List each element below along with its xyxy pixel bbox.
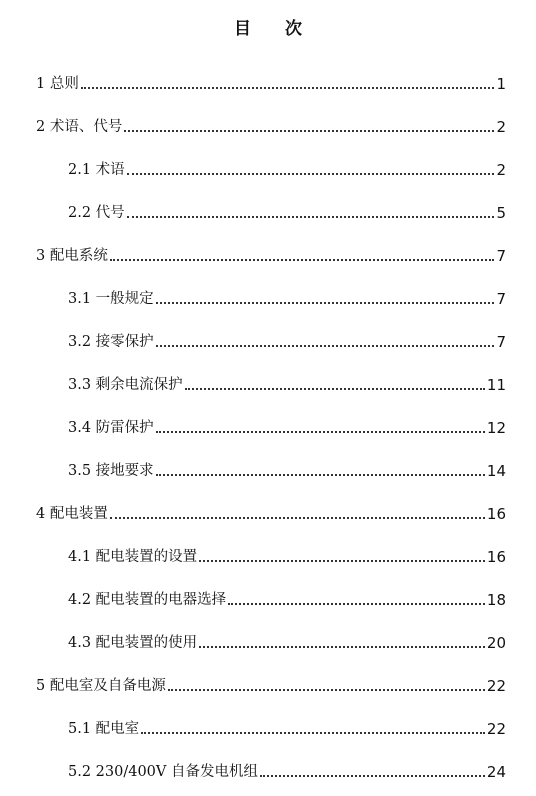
toc-leader-dots	[260, 761, 485, 783]
toc-page-number: 22	[486, 720, 506, 738]
toc-entry-label: 5 配电室及自备电源	[36, 678, 166, 694]
toc-page-number: 5	[496, 204, 506, 222]
toc-entry-label: 4.2 配电装置的电器选择	[68, 592, 227, 608]
toc-leader-dots	[127, 202, 495, 224]
toc-leader-dots	[168, 675, 485, 697]
toc-entry-3-2[interactable]	[68, 331, 506, 353]
toc-entry-4-1[interactable]	[68, 546, 506, 568]
toc-entry-label: 2 术语、代号	[36, 119, 123, 135]
toc-entry-label: 2.2 代号	[68, 205, 125, 221]
toc-leader-dots	[141, 718, 485, 740]
toc-entry-label: 2.1 术语	[68, 162, 125, 178]
toc-entry-2-2[interactable]	[68, 202, 506, 224]
toc-page-number: 20	[486, 634, 506, 652]
toc-entry-4-2[interactable]	[68, 589, 506, 611]
toc-entry-5-2[interactable]	[68, 761, 506, 783]
toc-page-number: 14	[486, 462, 506, 480]
toc-page-number: 22	[486, 677, 506, 695]
toc-page-number: 11	[486, 376, 506, 394]
toc-leader-dots	[81, 73, 495, 95]
toc-page-number: 2	[496, 118, 506, 136]
toc-leader-dots	[228, 589, 485, 611]
toc-page-number: 7	[496, 290, 506, 308]
toc-page-number: 7	[496, 333, 506, 351]
toc-entry-3[interactable]	[36, 245, 506, 267]
page-title: 目 次	[234, 19, 316, 39]
toc-page-number: 7	[496, 247, 506, 265]
toc-leader-dots	[156, 417, 485, 439]
toc-leader-dots	[110, 503, 485, 525]
toc-leader-dots	[110, 245, 495, 267]
toc-page-number: 24	[486, 763, 506, 781]
toc-entry-3-3[interactable]	[68, 374, 506, 396]
toc-leader-dots	[156, 460, 485, 482]
toc-entry-label: 3.5 接地要求	[68, 463, 154, 479]
toc-entry-1[interactable]	[36, 73, 506, 95]
toc-page-number: 1	[496, 75, 506, 93]
toc-entry-label: 4 配电装置	[36, 506, 108, 522]
toc-entry-label: 3.3 剩余电流保护	[68, 377, 183, 393]
toc-page-number: 16	[486, 505, 506, 523]
toc-entry-label: 3.1 一般规定	[68, 291, 154, 307]
toc-page-number: 2	[496, 161, 506, 179]
toc-page-number: 12	[486, 419, 506, 437]
toc-entry-3-1[interactable]	[68, 288, 506, 310]
toc-entry-2[interactable]	[36, 116, 506, 138]
toc-entry-label: 3.4 防雷保护	[68, 420, 154, 436]
toc-entry-4[interactable]	[36, 503, 506, 525]
toc-leader-dots	[127, 159, 495, 181]
toc-entry-label: 4.1 配电装置的设置	[68, 549, 198, 565]
toc-leader-dots	[185, 374, 485, 396]
toc-leader-dots	[199, 546, 485, 568]
toc-leader-dots	[156, 288, 495, 310]
toc-entry-4-3[interactable]	[68, 632, 506, 654]
toc-entry-label: 3 配电系统	[36, 248, 108, 264]
toc-page-number: 16	[486, 548, 506, 566]
toc-page-number: 18	[486, 591, 506, 609]
toc-leader-dots	[156, 331, 495, 353]
toc-leader-dots	[199, 632, 485, 654]
toc-entry-2-1[interactable]	[68, 159, 506, 181]
toc-entry-5-1[interactable]	[68, 718, 506, 740]
toc-entry-label: 1 总则	[36, 76, 79, 92]
toc-entry-3-5[interactable]	[68, 460, 506, 482]
toc-entry-label: 5.2 230/400V 自备发电机组	[68, 764, 258, 780]
toc-entry-5[interactable]	[36, 675, 506, 697]
toc-entry-3-4[interactable]	[68, 417, 506, 439]
toc-leader-dots	[124, 116, 494, 138]
toc-entry-label: 4.3 配电装置的使用	[68, 635, 198, 651]
toc-entry-label: 5.1 配电室	[68, 721, 140, 737]
toc-entry-label: 3.2 接零保护	[68, 334, 154, 350]
